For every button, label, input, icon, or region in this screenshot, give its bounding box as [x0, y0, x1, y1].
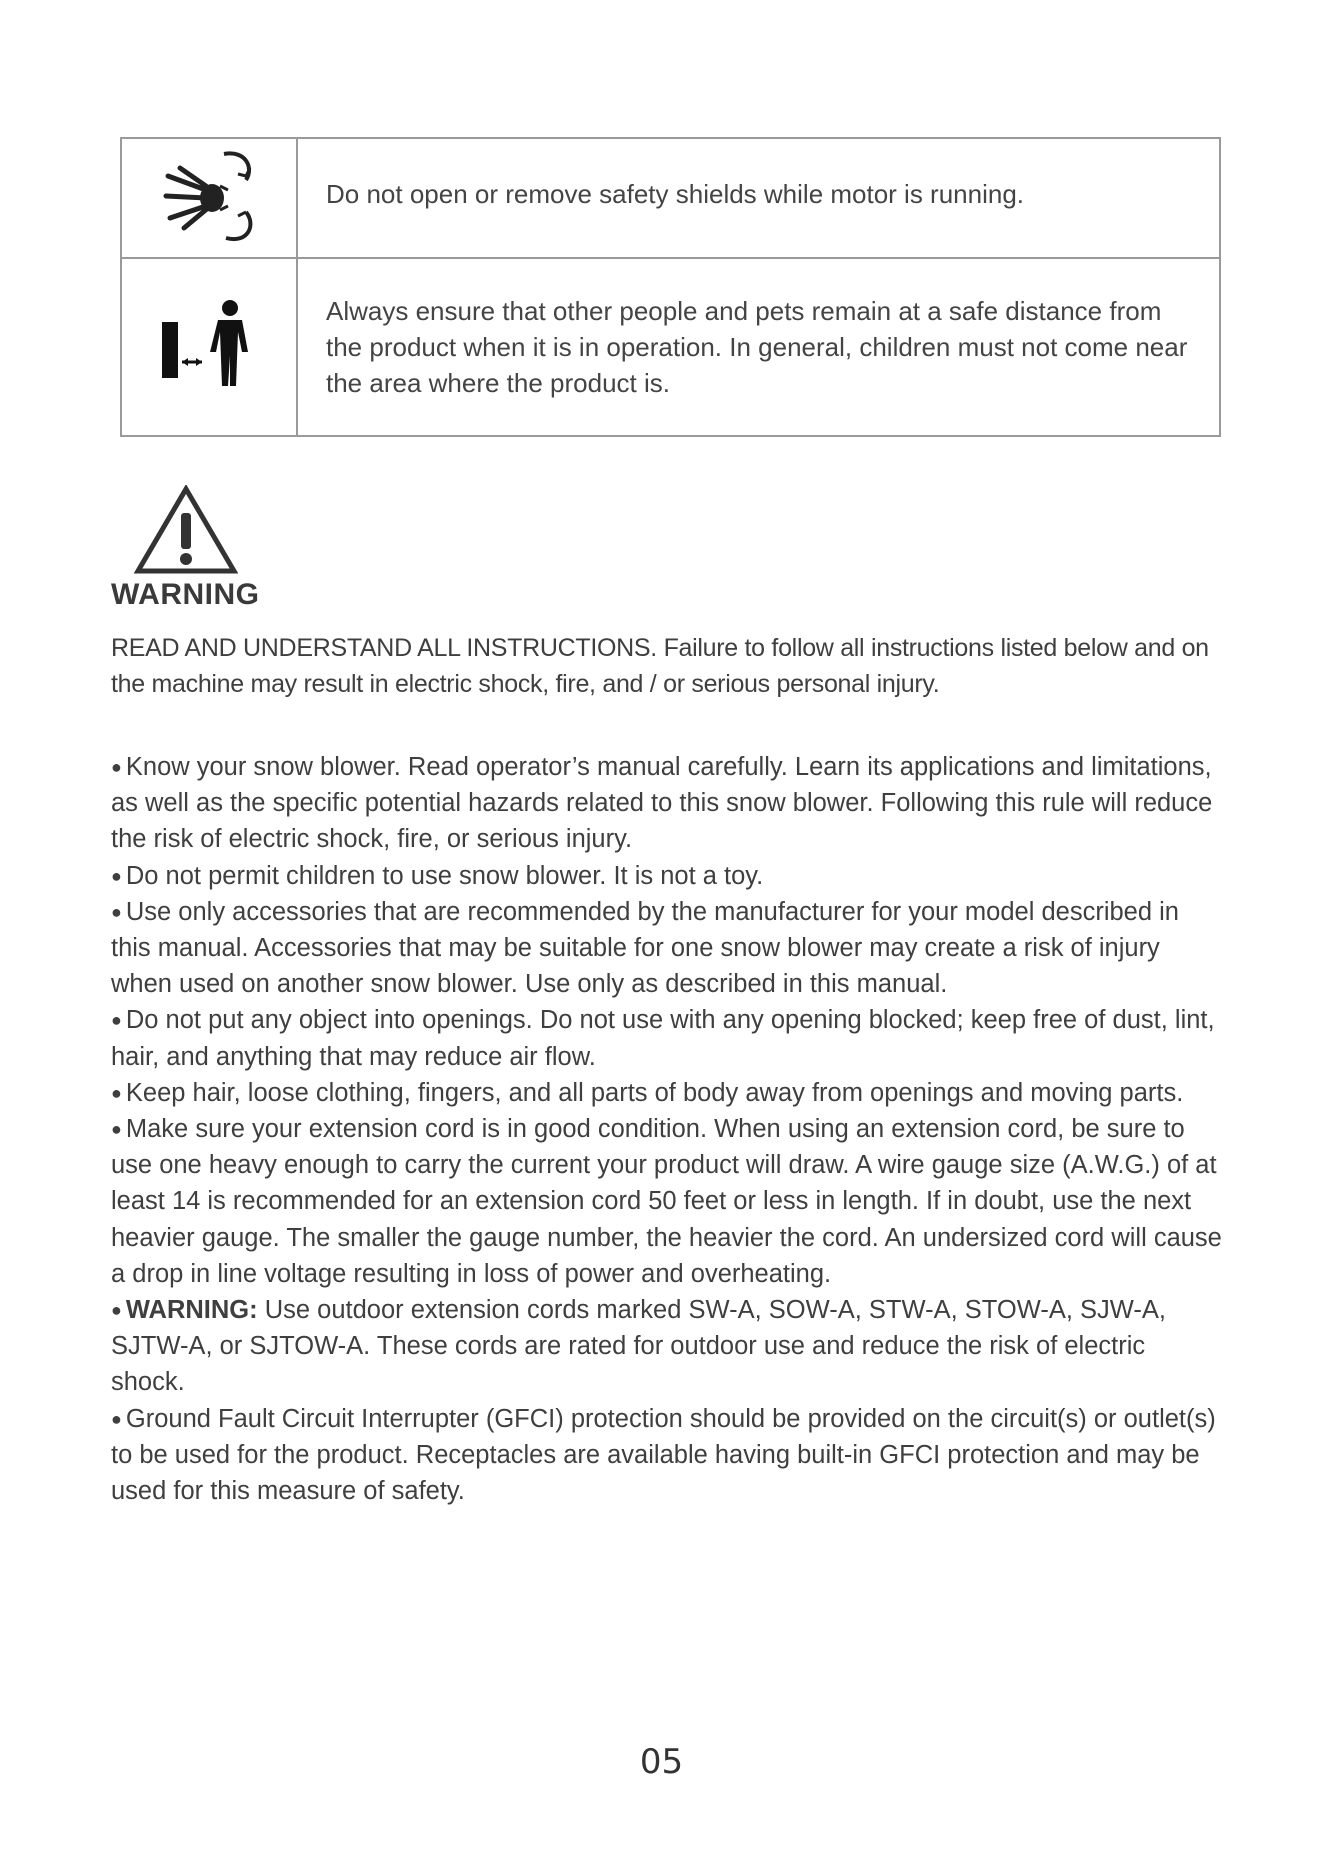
symbol-row	[121, 258, 1220, 436]
bullet-icon: ●	[111, 757, 122, 777]
keep-distance-icon	[154, 290, 264, 400]
list-item: ● Keep hair, loose clothing, fingers, and all parts of body away from openings and moving parts.	[111, 1078, 1184, 1107]
list-item: ● Use only accessories that are recommended by the manufacturer for your model described in this manual. Accessories that may be suitable for one snow blower may create a risk of injury when used on another snow blower. Use only as described in this manual.	[111, 897, 1179, 999]
warning-intro: READ AND UNDERSTAND ALL INSTRUCTIONS. Failure to follow all instructions listed below and on the machine may result in electric shock, fire, and / or serious personal injury.	[111, 634, 1209, 698]
page-number: 05	[639, 1742, 684, 1782]
safety-instructions-list	[111, 749, 1223, 1509]
list-item: ● Make sure your extension cord is in good condition. When using an extension cord, be sure to use one heavy enough to carry the current your product will draw. A wire gauge size (A.W.G.) of at least 14 is recommended for an extension cord 50 feet or less in length. If in doubt, use the next heavier gauge. The smaller the gauge number, the heavier the cord. An undersized cord will cause a drop in line voltage resulting in loss of power and overheating.	[111, 1115, 1222, 1288]
list-item: ● Know your snow blower. Read operator’s manual carefully. Learn its applications and limitations, as well as the specific potential hazards related to this snow blower. Following this rule will reduce the risk of electric shock, fire, or serious injury.	[111, 753, 1213, 854]
list-item: ● Do not put any object into openings. Do not use with any opening blocked; keep free of dust, lint, hair, and anything that may reduce air flow.	[111, 1006, 1215, 1071]
bullet-icon: ●	[111, 1300, 122, 1321]
bullet-icon: ●	[111, 1119, 122, 1140]
list-item: ● Do not permit children to use snow blower. It is not a toy.	[111, 861, 764, 890]
symbol-row	[121, 138, 1220, 258]
bullet-icon: ●	[111, 1010, 122, 1031]
bullet-icon: ●	[111, 901, 122, 922]
warning-triangle-icon	[134, 485, 238, 575]
bullet-icon: ●	[111, 865, 122, 886]
list-item: ● WARNING: Use outdoor extension cords marked SW-A, SOW-A, STW-A, STOW-A, SJW-A, SJTW-A, or SJTOW-A. These cords are rated for outdoor use and reduce the risk of electric shock.	[111, 1296, 1166, 1397]
symbol-text: Always ensure that other people and pets remain at a safe distance from the product when it is in operation. In general, children must not come near the area where the product is.	[297, 258, 1220, 436]
bullet-icon: ●	[111, 1082, 122, 1103]
list-item: ● Ground Fault Circuit Interrupter (GFCI) protection should be provided on the circuit(s) or outlet(s) to be used for the product. Receptacles are available having built-in GFCI protection and may be used for this measure of safety.	[111, 1404, 1216, 1506]
warning-title: WARNING	[111, 578, 260, 611]
fan-hand-hazard-icon	[154, 146, 264, 246]
safety-symbol-table	[120, 137, 1221, 437]
warning-label: WARNING:	[125, 1296, 258, 1325]
symbol-text: Do not open or remove safety shields while motor is running.	[297, 138, 1220, 258]
bullet-icon: ●	[111, 1408, 122, 1429]
